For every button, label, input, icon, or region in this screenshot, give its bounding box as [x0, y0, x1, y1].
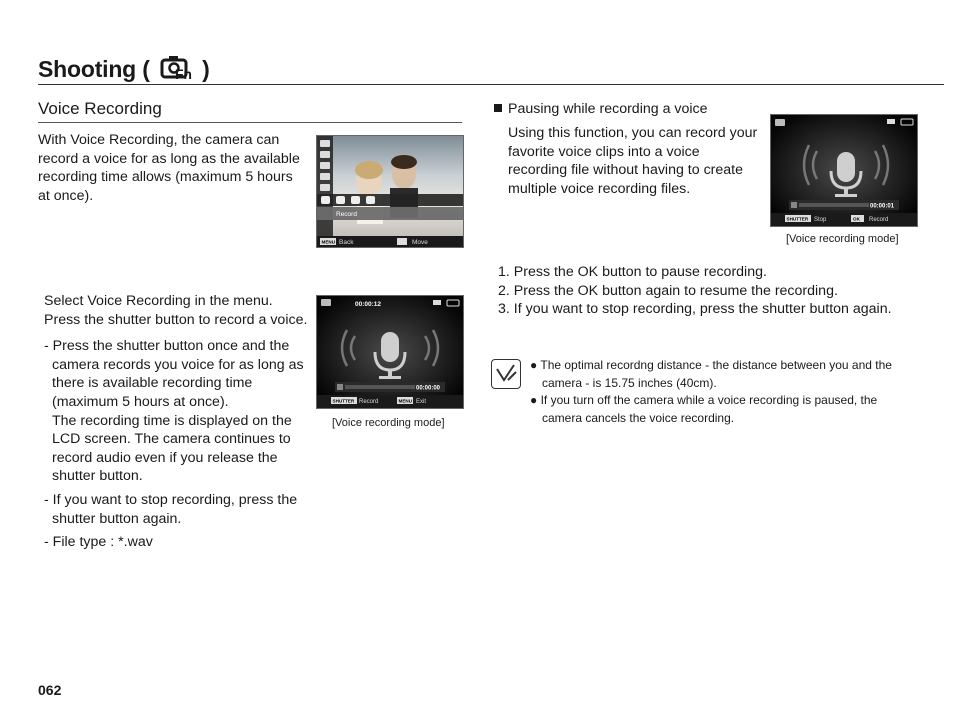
menu-badge-2: MENU [398, 398, 413, 404]
step-2: 2. Press the OK button again to resume the recording. [498, 282, 838, 299]
note-2: ● If you turn off the camera while a voice recording is paused, the camera cancels the voice recording. [530, 393, 878, 425]
caption-1: [Voice recording mode] [332, 417, 445, 429]
steps-list [498, 263, 892, 319]
recording-lcd-graphic-1 [317, 296, 463, 408]
svg-text:Fn: Fn [174, 66, 192, 80]
ok-badge: OK [853, 216, 860, 222]
instruction-line-1: Select Voice Recording in the menu. [44, 293, 273, 309]
back-label: Back [339, 239, 354, 246]
section-divider [38, 122, 462, 123]
record-label: Record [359, 399, 379, 405]
timer-bar: 00:00:00 [416, 385, 441, 392]
recording-lcd-screen-1 [316, 295, 464, 409]
timer-top: 00:00:12 [355, 301, 382, 308]
recording-lcd-graphic-2 [771, 115, 917, 226]
record-label-2: Record [869, 217, 889, 223]
note-1: ● The optimal recordng distance - the distance between you and the camera - is 15.75 inches (40cm). [530, 358, 892, 390]
caption-2: [Voice recording mode] [786, 233, 899, 245]
move-label: Move [412, 239, 428, 246]
instructions [44, 292, 309, 552]
step-1: 1. Press the OK button to pause recording. [498, 264, 767, 280]
page-number: 062 [38, 682, 62, 698]
instruction-bullet-2: - If you want to stop recording, press the shutter button again. [44, 491, 298, 527]
camera-fn-icon [159, 54, 193, 86]
page-title: Shooting ( Fn ) [38, 54, 210, 86]
instruction-bullet-3: - File type : *.wav [44, 534, 153, 551]
note-pencil-icon [491, 359, 521, 389]
exit-label: Exit [416, 399, 427, 405]
bullet-dot-icon: ● [530, 358, 541, 372]
square-bullet-icon [494, 104, 502, 112]
section-title: Voice Recording [38, 99, 162, 118]
timer-bar-2: 00:00:01 [870, 203, 895, 210]
instruction-bullet-1-cont: The recording time is displayed on the LCD screen. The camera continues to record audio even if you release the shutter button. [52, 412, 292, 485]
instruction-bullet-1: - Press the shutter button once and the camera records you voice for as long as there is available recording time (maximum 5 hours at once). [44, 338, 304, 410]
pause-body: Using this function, you can record your favorite voice clips into a voice recording file without having to create multiple voice recording files. [508, 125, 758, 197]
step-3: 3. If you want to stop recording, press the shutter button again. [498, 301, 892, 318]
notes [530, 357, 915, 427]
shutter-badge-2: SHUTTER [786, 216, 809, 222]
instruction-line-2: Press the shutter button to record a voice. [44, 311, 308, 328]
bullet-dot-icon: ● [530, 393, 541, 407]
recording-lcd-screen-2 [770, 114, 918, 227]
shutter-badge: SHUTTER [332, 398, 355, 404]
menu-lcd-screen [316, 135, 464, 248]
title-divider [38, 84, 944, 85]
intro-text: With Voice Recording, the camera can record a voice for as long as the available recording time allows (maximum 5 hours at once). [38, 132, 300, 204]
menu-badge: MENU [321, 239, 336, 245]
stop-label: Stop [814, 217, 827, 223]
menu-lcd-graphic [317, 136, 463, 247]
menu-record-label: Record [336, 211, 357, 218]
pause-heading: Pausing while recording a voice [494, 100, 708, 119]
